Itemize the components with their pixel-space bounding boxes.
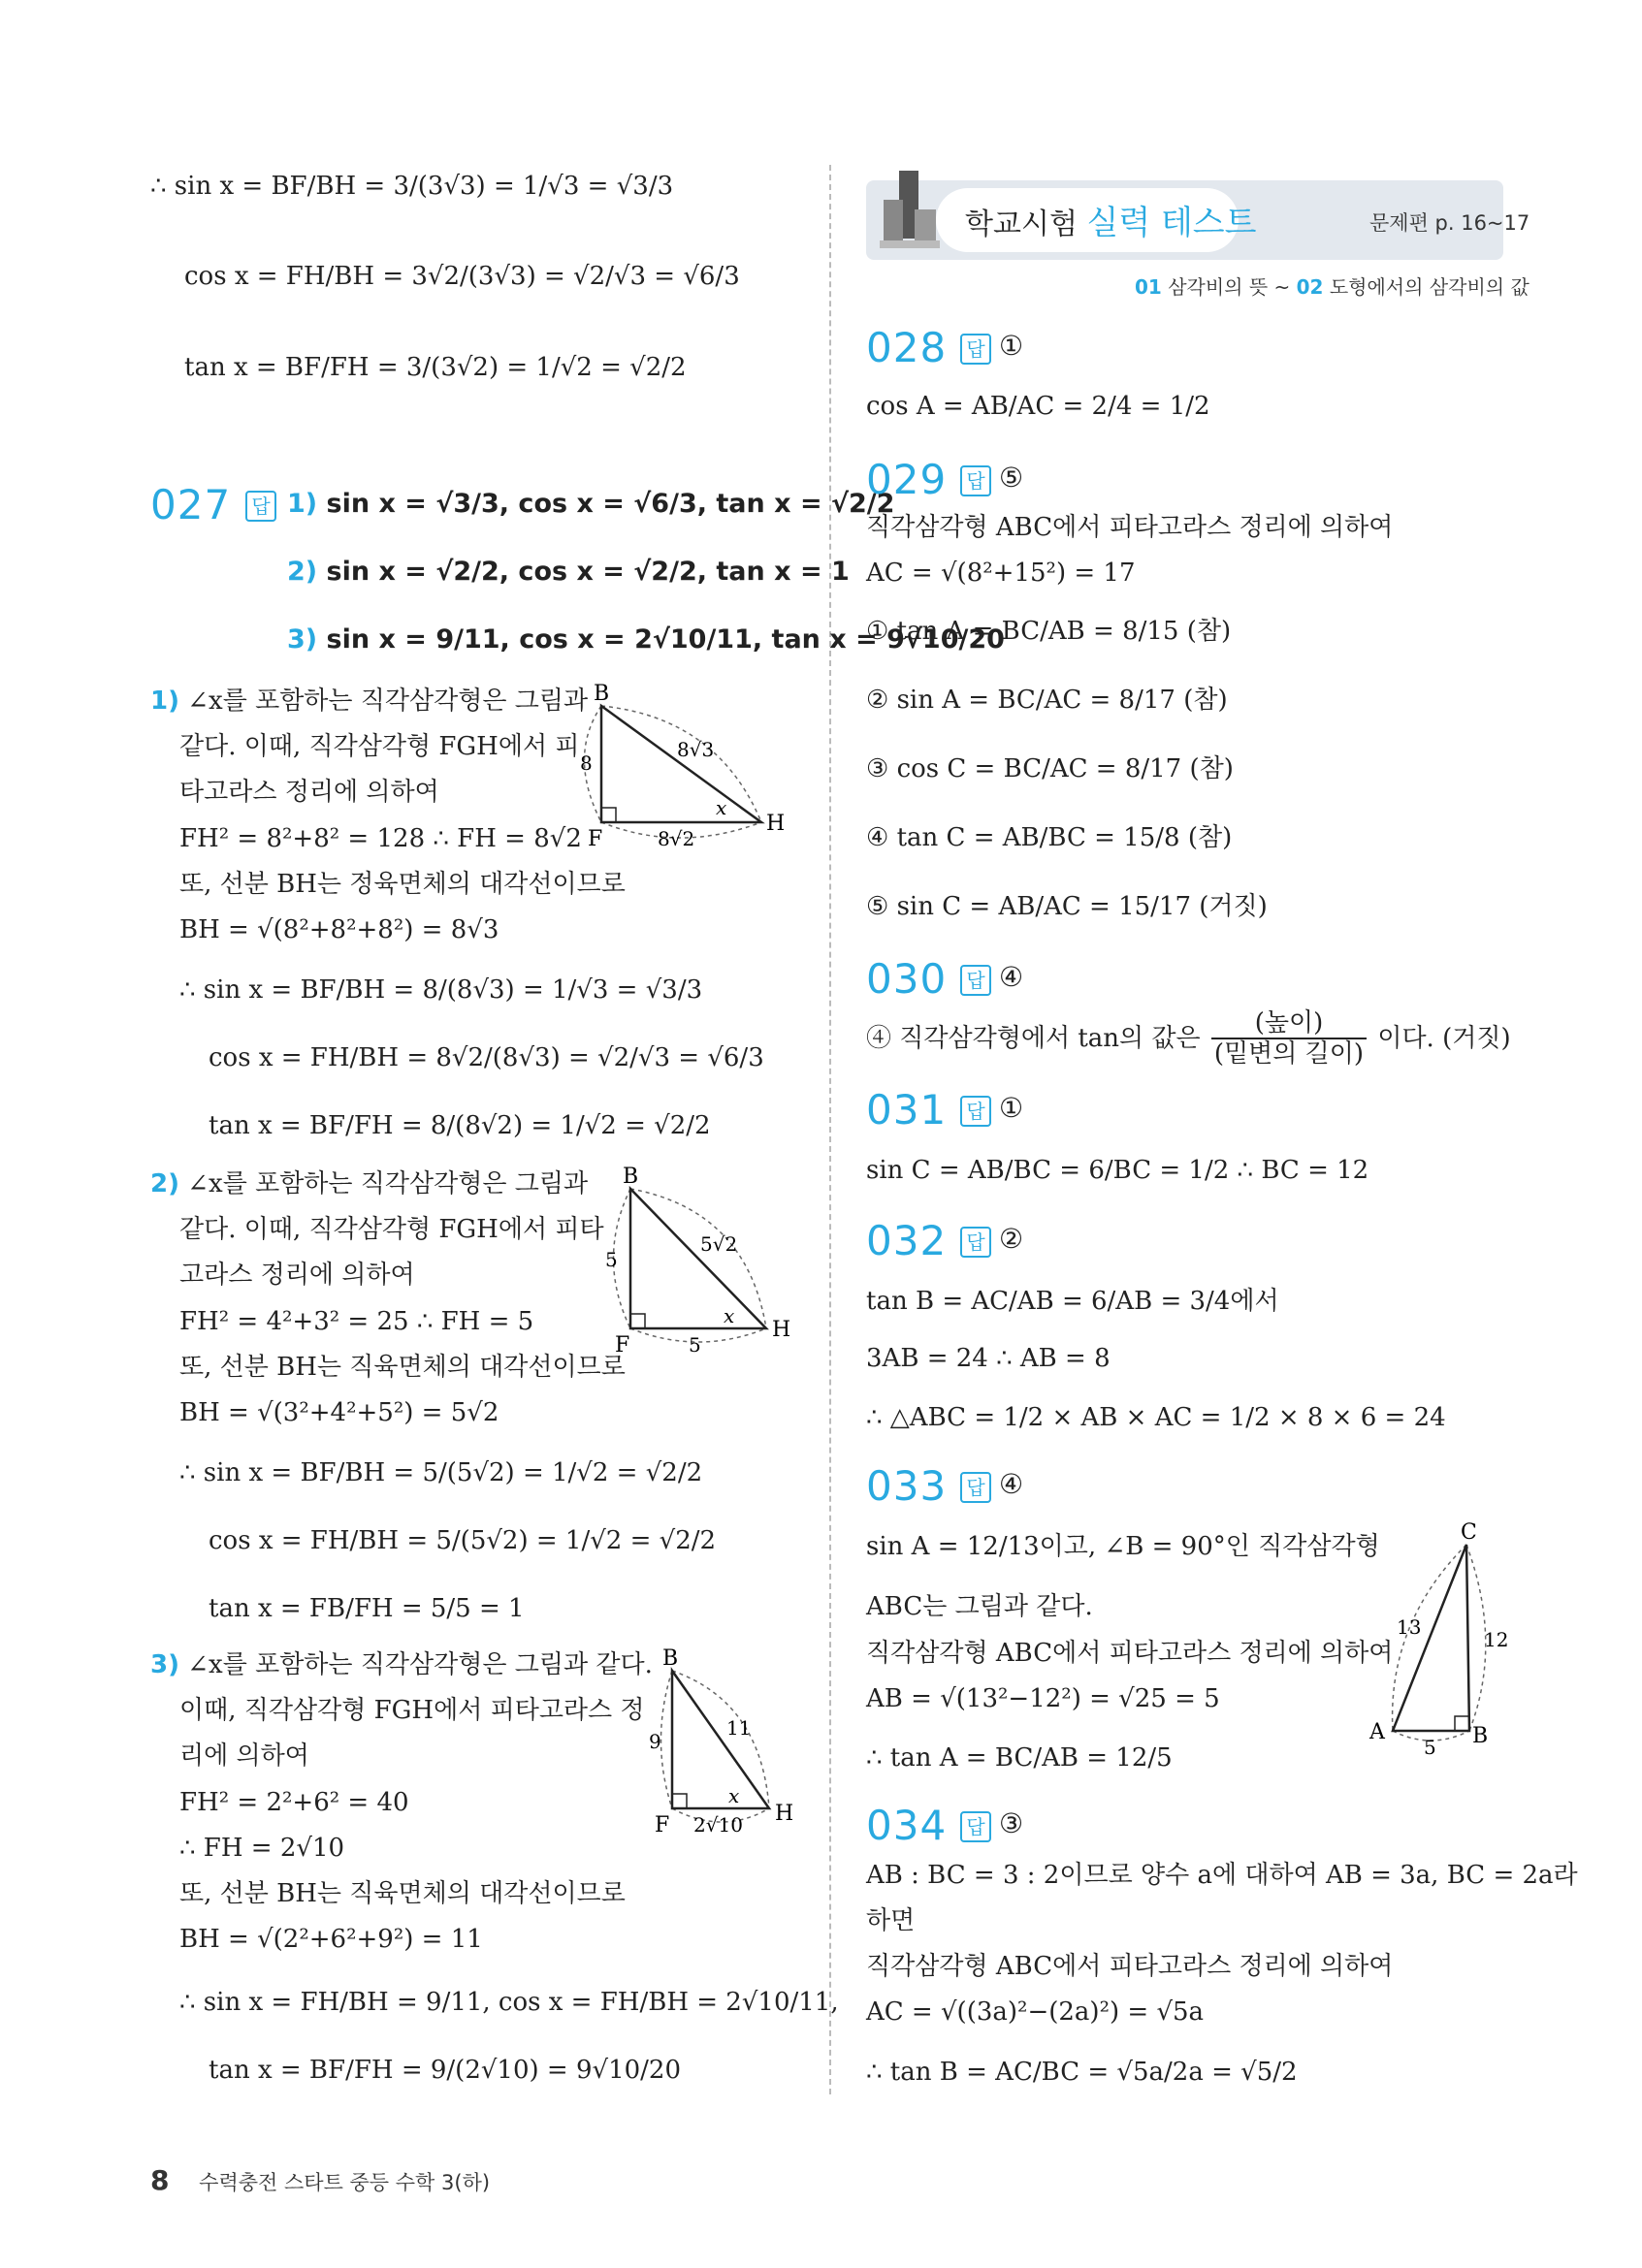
answer-badge-028: 답 xyxy=(960,334,991,365)
fig3-side-left: 9 xyxy=(649,1730,661,1753)
answer-027-2: 2) sin x = √2/2, cos x = √2/2, tan x = 1 xyxy=(287,557,850,587)
problem-033-number: 033 xyxy=(866,1462,948,1510)
s3-line-3: 리에 의하여 xyxy=(179,1741,309,1771)
answer-033: ④ xyxy=(999,1468,1024,1500)
s2-line-5: 또, 선분 BH는 직육면체의 대각선이므로 xyxy=(179,1353,626,1382)
problem-034-number: 034 xyxy=(866,1802,948,1849)
fig1-vertex-h: H xyxy=(766,812,786,836)
problem-027-number: 027 xyxy=(150,481,232,528)
answer-badge-034: 답 xyxy=(960,1811,991,1842)
triangle-figure-1 xyxy=(572,679,795,853)
fig1-vertex-f: F xyxy=(588,827,603,851)
fig4-side-bottom: 5 xyxy=(1424,1736,1436,1759)
section-title: 학교시험 실력 테스트 xyxy=(965,204,1257,242)
answer-032: ② xyxy=(999,1223,1024,1255)
answer-badge-032: 답 xyxy=(960,1227,991,1258)
fig4-vertex-c: C xyxy=(1461,1520,1477,1545)
page-number: 8 xyxy=(150,2164,170,2196)
p033-line-1: sin A = 12/13이고, ∠B = 90°인 직각삼각형 xyxy=(866,1532,1380,1561)
triangle-figure-3 xyxy=(645,1644,815,1837)
s1-line-2: 같다. 이때, 직각삼각형 FGH에서 피 xyxy=(179,732,580,761)
fig2-side-left: 5 xyxy=(605,1248,618,1271)
s3-tan: tan x = BF/FH = 9/(2√10) = 9√10/20 xyxy=(209,2056,682,2085)
answer-028: ① xyxy=(999,330,1024,362)
answer-027-3: 3) sin x = 9/11, cos x = 2√10/11, tan x = 9√10/20 xyxy=(287,624,1005,655)
s2-line-2: 같다. 이때, 직각삼각형 FGH에서 피타 xyxy=(179,1215,604,1244)
s1-cos: cos x = FH/BH = 8√2/(8√3) = √2/√3 = √6/3 xyxy=(209,1043,764,1072)
fig3-vertex-h: H xyxy=(775,1802,794,1826)
top-tan-line: tan x = BF/FH = 3/(3√2) = 1/√2 = √2/2 xyxy=(184,353,687,382)
answer-031: ① xyxy=(999,1092,1024,1124)
fig1-vertex-b: B xyxy=(594,682,610,706)
p029-line-1: 직각삼각형 ABC에서 피타고라스 정리에 의하여 xyxy=(866,513,1394,542)
s3-line-6: 또, 선분 BH는 직육면체의 대각선이므로 xyxy=(179,1879,626,1908)
fig2-angle-x: x xyxy=(724,1304,735,1327)
fig1-angle-x: x xyxy=(716,796,727,819)
answer-030: ④ xyxy=(999,961,1024,993)
s2-line-6: BH = √(3²+4²+5²) = 5√2 xyxy=(179,1398,499,1427)
p033-line-3: 직각삼각형 ABC에서 피타고라스 정리에 의하여 xyxy=(866,1639,1394,1668)
fig2-vertex-b: B xyxy=(623,1165,639,1189)
s3-sincos: ∴ sin x = FH/BH = 9/11, cos x = FH/BH = 2√10/11, xyxy=(179,1988,839,2017)
fig1-side-hyp: 8√3 xyxy=(677,738,715,761)
s3-line-2: 이때, 직각삼각형 FGH에서 피타고라스 정 xyxy=(179,1696,645,1725)
answer-badge-029: 답 xyxy=(960,465,991,496)
p029-option-3: ③ cos C = BC/AC = 8/17 (참) xyxy=(866,754,1234,783)
p032-line-1: tan B = AC/AB = 6/AB = 3/4에서 xyxy=(866,1287,1279,1316)
p034-line-3: 직각삼각형 ABC에서 피타고라스 정리에 의하여 xyxy=(866,1952,1394,1981)
fig4-vertex-b: B xyxy=(1472,1724,1489,1748)
fig2-side-hyp: 5√2 xyxy=(700,1232,738,1256)
p034-line-2: 하면 xyxy=(866,1906,916,1935)
section-subtitle: 01 삼각비의 뜻 ~ 02 도형에서의 삼각비의 값 xyxy=(1135,275,1529,299)
p033-line-2: ABC는 그림과 같다. xyxy=(866,1592,1093,1621)
fig3-vertex-f: F xyxy=(655,1813,670,1837)
p030-fraction: $\frac{\text{(높이)}}{\text{(밑변의 길이)}}$ xyxy=(1211,1008,1367,1069)
answer-034: ③ xyxy=(999,1807,1024,1839)
p033-line-5: ∴ tan A = BC/AB = 12/5 xyxy=(866,1743,1173,1773)
problem-032-number: 032 xyxy=(866,1217,948,1264)
fig4-side-right: 12 xyxy=(1484,1628,1509,1651)
fig1-side-bottom: 8√2 xyxy=(658,827,695,850)
fig4-side-hyp: 13 xyxy=(1397,1615,1422,1639)
top-sin-line: ∴ sin x = BF/BH = 3/(3√3) = 1/√3 = √3/3 xyxy=(150,172,674,201)
problem-030-number: 030 xyxy=(866,955,948,1003)
answer-badge-031: 답 xyxy=(960,1096,991,1127)
s1-line-6: BH = √(8²+8²+8²) = 8√3 xyxy=(179,915,499,944)
problem-028-number: 028 xyxy=(866,324,948,371)
p029-line-2: AC = √(8²+15²) = 17 xyxy=(866,559,1136,588)
fig2-vertex-f: F xyxy=(615,1333,630,1356)
p032-line-3: ∴ △ABC = 1/2 × AB × AC = 1/2 × 8 × 6 = 24 xyxy=(866,1403,1446,1432)
fig2-vertex-h: H xyxy=(772,1318,791,1342)
s3-line-1: 3) ∠x를 포함하는 직각삼각형은 그림과 같다. xyxy=(150,1650,653,1679)
answer-badge-033: 답 xyxy=(960,1472,991,1503)
s1-sin: ∴ sin x = BF/BH = 8/(8√3) = 1/√3 = √3/3 xyxy=(179,975,703,1005)
book-title: 수력충전 스타트 중등 수학 3(하) xyxy=(199,2171,491,2194)
s1-tan: tan x = BF/FH = 8/(8√2) = 1/√2 = √2/2 xyxy=(209,1111,711,1140)
answer-badge-027: 답 xyxy=(245,491,276,522)
problem-029-number: 029 xyxy=(866,456,948,503)
top-cos-line: cos x = FH/BH = 3√2/(3√3) = √2/√3 = √6/3 xyxy=(184,262,740,291)
p029-option-2: ② sin A = BC/AC = 8/17 (참) xyxy=(866,686,1228,715)
p029-option-5: ⑤ sin C = AB/AC = 15/17 (거짓) xyxy=(866,892,1268,921)
s2-cos: cos x = FH/BH = 5/(5√2) = 1/√2 = √2/2 xyxy=(209,1526,717,1555)
s2-line-3: 고라스 정리에 의하여 xyxy=(179,1261,415,1290)
p028-line-1: cos A = AB/AC = 2/4 = 1/2 xyxy=(866,392,1210,421)
fig4-vertex-a: A xyxy=(1369,1720,1385,1744)
fig2-side-bottom: 5 xyxy=(689,1333,701,1356)
fig3-vertex-b: B xyxy=(662,1646,679,1671)
fig3-side-hyp: 11 xyxy=(726,1716,752,1740)
s1-line-3: 타고라스 정리에 의하여 xyxy=(179,778,439,807)
page-footer xyxy=(150,2164,490,2196)
column-divider xyxy=(829,165,831,2094)
s3-line-7: BH = √(2²+6²+9²) = 11 xyxy=(179,1925,483,1954)
p034-line-5: ∴ tan B = AC/BC = √5a/2a = √5/2 xyxy=(866,2058,1298,2087)
p031-line-1: sin C = AB/BC = 6/BC = 1/2 ∴ BC = 12 xyxy=(866,1156,1369,1185)
s2-line-1: 2) ∠x를 포함하는 직각삼각형은 그림과 xyxy=(150,1169,589,1198)
p034-line-4: AC = √((3a)²−(2a)²) = √5a xyxy=(866,1997,1205,2027)
fig3-angle-x: x xyxy=(728,1784,740,1807)
p029-option-1: ① tan A = BC/AB = 8/15 (참) xyxy=(866,617,1232,646)
problem-031-number: 031 xyxy=(866,1086,948,1134)
p033-line-4: AB = √(13²−12²) = √25 = 5 xyxy=(866,1684,1220,1713)
triangle-figure-2 xyxy=(592,1162,805,1356)
p030-line-1: ④ 직각삼각형에서 tan의 값은 $\frac{\text{(높이)}}{\text{(밑변의 길이)}}$ 이다. (거짓) xyxy=(866,1008,1511,1069)
p032-line-2: 3AB = 24 ∴ AB = 8 xyxy=(866,1344,1111,1373)
p034-line-1: AB : BC = 3 : 2이므로 양수 a에 대하여 AB = 3a, BC = 2a라 xyxy=(866,1861,1578,1890)
fig3-side-bottom: 2√10 xyxy=(693,1813,743,1837)
s1-line-4: FH² = 8²+8² = 128 ∴ FH = 8√2 xyxy=(179,824,582,853)
s2-tan: tan x = FB/FH = 5/5 = 1 xyxy=(209,1594,525,1623)
s2-sin: ∴ sin x = BF/BH = 5/(5√2) = 1/√2 = √2/2 xyxy=(179,1458,703,1487)
answer-027-1: 1) sin x = √3/3, cos x = √6/3, tan x = √2/2 xyxy=(287,489,895,519)
p029-option-4: ④ tan C = AB/BC = 15/8 (참) xyxy=(866,823,1233,852)
answer-badge-030: 답 xyxy=(960,965,991,996)
triangle-figure-4 xyxy=(1358,1517,1513,1760)
s2-line-4: FH² = 4²+3² = 25 ∴ FH = 5 xyxy=(179,1307,534,1336)
s1-line-5: 또, 선분 BH는 정육면체의 대각선이므로 xyxy=(179,870,626,899)
answer-029: ⑤ xyxy=(999,462,1024,494)
s3-line-4: FH² = 2²+6² = 40 xyxy=(179,1788,409,1817)
problem-page-ref: 문제편 p. 16~17 xyxy=(1369,211,1530,235)
fig1-side-left: 8 xyxy=(580,751,593,775)
s3-line-5: ∴ FH = 2√10 xyxy=(179,1834,345,1863)
s1-line-1: 1) ∠x를 포함하는 직각삼각형은 그림과 xyxy=(150,687,589,716)
blocks-icon xyxy=(878,167,946,254)
